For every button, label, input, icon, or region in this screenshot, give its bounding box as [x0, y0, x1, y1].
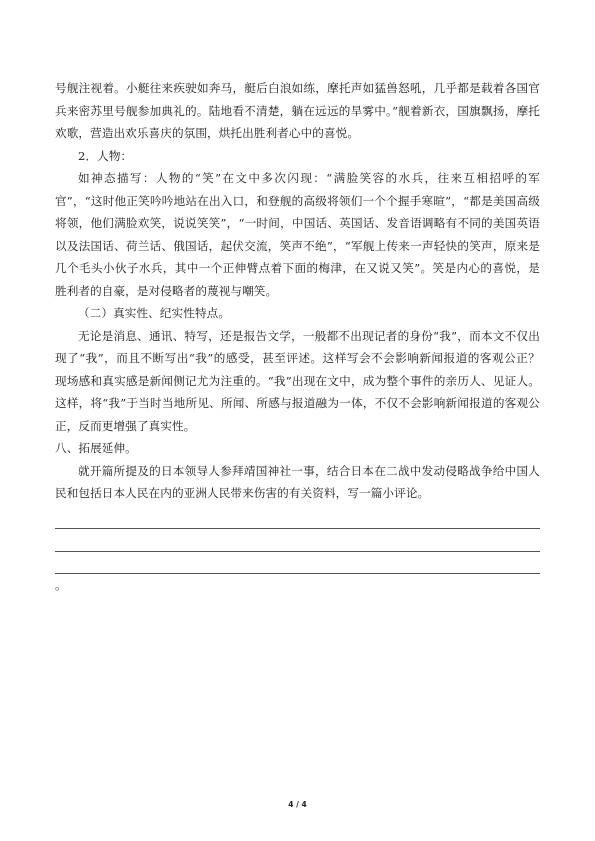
answer-line: [55, 529, 540, 552]
answer-line: [55, 552, 540, 575]
answer-line: [55, 507, 540, 530]
paragraph-extension-prompt: 就开篇所提及的日本领导人参拜靖国神社一事，结合日本在二战中发动侵略战争给中国人民和包括日本人民在内的亚洲人民带来伤害的有关资料，写一篇小评论。: [55, 463, 540, 500]
section-heading-extension: 八、拓展延伸。: [55, 441, 137, 455]
answer-lines: [55, 507, 540, 575]
paragraph-scene-continuation: 号舰注视着。小艇往来疾驶如奔马，艇后白浪如练，摩托声如猛兽怒吼，几乎都是载着各国官兵来密苏里号舰参加典礼的。陆地看不清楚，躺在远远的旱雾中。”舰着新衣，国旗飘扬，摩托欢歌，营造出欢乐喜庆的氛围，烘托出胜利者心中的喜悦。: [55, 81, 540, 140]
trailing-period: 。: [55, 578, 67, 592]
paragraph-authenticity: 无论是消息、通讯、特写，还是报告文学，一般都不出现记者的身份“我”，而本文不仅出现了“我”，而且不断写出“我”的感受，甚至评述。这样写会不会影响新闻报道的客观公正？ 现场感和真实感是新闻侧记尤为注重的。“我”出现在文中，成为整个事件的亲历人、见证人。这样，将“我”于当时当地所见、所闻、所感与报道融为一体，不仅不会影响新闻报道的客观公正，反而更增强了真实性。: [55, 328, 552, 433]
paragraph-expression-description: 如神态描写：人物的“笑”在文中多次闪现：“满脸笑容的水兵，往来互相招呼的军官”，“这时他正笑吟吟地站在出入口，和登舰的高级将领们一个个握手寒暄”，“都是美国高级将领，他们满脸欢笑，说说笑笑”，“一时间，中国话、英国话、发音语调略有不同的美国英语以及法国话、荷兰话、俄国话，起伏交流，笑声不绝”，“军舰上传来一声轻快的笑声，原来是几个毛头小伙子水兵，其中一个正伸臂点着下面的梅津，在又说又笑”。笑是内心的喜悦，是胜利者的自豪，是对侵略者的蔑视与嘲笑。: [55, 171, 540, 298]
section-heading-characters: 2．人物：: [78, 148, 133, 163]
page-number: 4 / 4: [288, 800, 307, 809]
section-heading-authenticity: （二）真实性、纪实性特点。: [78, 306, 231, 320]
document-body: [55, 77, 552, 597]
